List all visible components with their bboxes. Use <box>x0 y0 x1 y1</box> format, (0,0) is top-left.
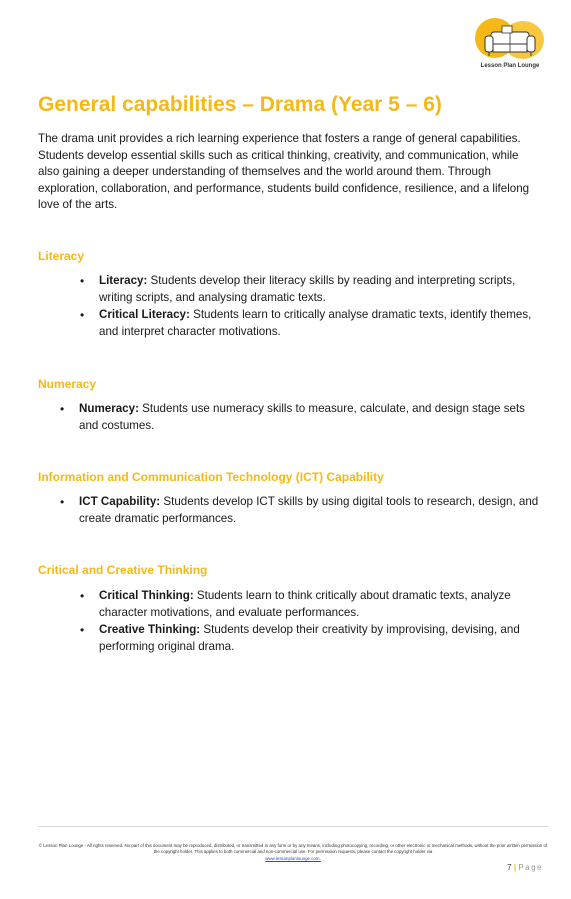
bullet-icon: • <box>60 495 65 509</box>
copyright-notice: © Lesson Plan Lounge - All rights reserved. No part of this document may be reproduced, distributed, or transmitted in any form or by any means, including photocopying, recording, or other electronic or mechanical methods, without the prior written permission of the copyright holder. This applies to both commercial and non-commercial use. For permission requests, please contact the copyright holder via www.lessonplanlounge.com. <box>38 843 548 861</box>
bullet-icon: • <box>80 274 85 288</box>
list-item: • Critical Thinking: Students learn to think critically about dramatic texts, analyze character motivations, and evaluate performances. <box>80 589 511 619</box>
website-link[interactable]: www.lessonplanlounge.com. <box>265 855 321 861</box>
critical-creative-list <box>80 588 549 656</box>
sofa-logo-icon <box>473 16 547 64</box>
lesson-plan-lounge-logo <box>473 16 547 76</box>
bullet-icon: • <box>80 623 85 638</box>
section-title-numeracy: Numeracy <box>38 377 97 391</box>
list-item: • Numeracy: Students use numeracy skills to measure, calculate, and design stage sets and costumes. <box>60 402 525 432</box>
page-number: 7 | Page <box>507 863 543 872</box>
list-item: • ICT Capability: Students develop ICT skills by using digital tools to research, design, and create dramatic performances. <box>60 495 539 525</box>
ict-list <box>60 494 549 528</box>
list-item: • Literacy: Students develop their literacy skills by reading and interpreting scripts, writing scripts, and analysing dramatic texts. <box>80 274 516 304</box>
bullet-icon: • <box>60 402 65 416</box>
page-title: General capabilities – Drama (Year 5 – 6) <box>38 93 442 116</box>
section-title-literacy: Literacy <box>38 249 85 263</box>
logo-text: Lesson Plan Lounge <box>480 63 540 69</box>
section-title-critical-creative: Critical and Creative Thinking <box>38 563 208 577</box>
intro-paragraph: The drama unit provides a rich learning experience that fosters a range of general capabilities. Students develop essential skills such as critical thinking, creativity, and communication, while also gaining a deeper understanding of themselves and the world around them. Through exploration, collaboration, and performance, students build confidence, resilience, and a lifelong love of the arts. <box>38 132 530 212</box>
footer-divider <box>38 826 548 827</box>
numeracy-list <box>60 401 547 435</box>
bullet-icon: • <box>80 589 85 603</box>
bullet-icon: • <box>80 308 85 323</box>
section-title-ict: Information and Communication Technology (ICT) Capability <box>38 470 384 484</box>
list-item: • Critical Literacy: Students learn to critically analyse dramatic texts, identify themes, and interpret character motivations. <box>80 308 532 338</box>
literacy-list <box>80 273 549 341</box>
list-item: • Creative Thinking: Students develop their creativity by improvising, devising, and performing original drama. <box>80 623 520 653</box>
